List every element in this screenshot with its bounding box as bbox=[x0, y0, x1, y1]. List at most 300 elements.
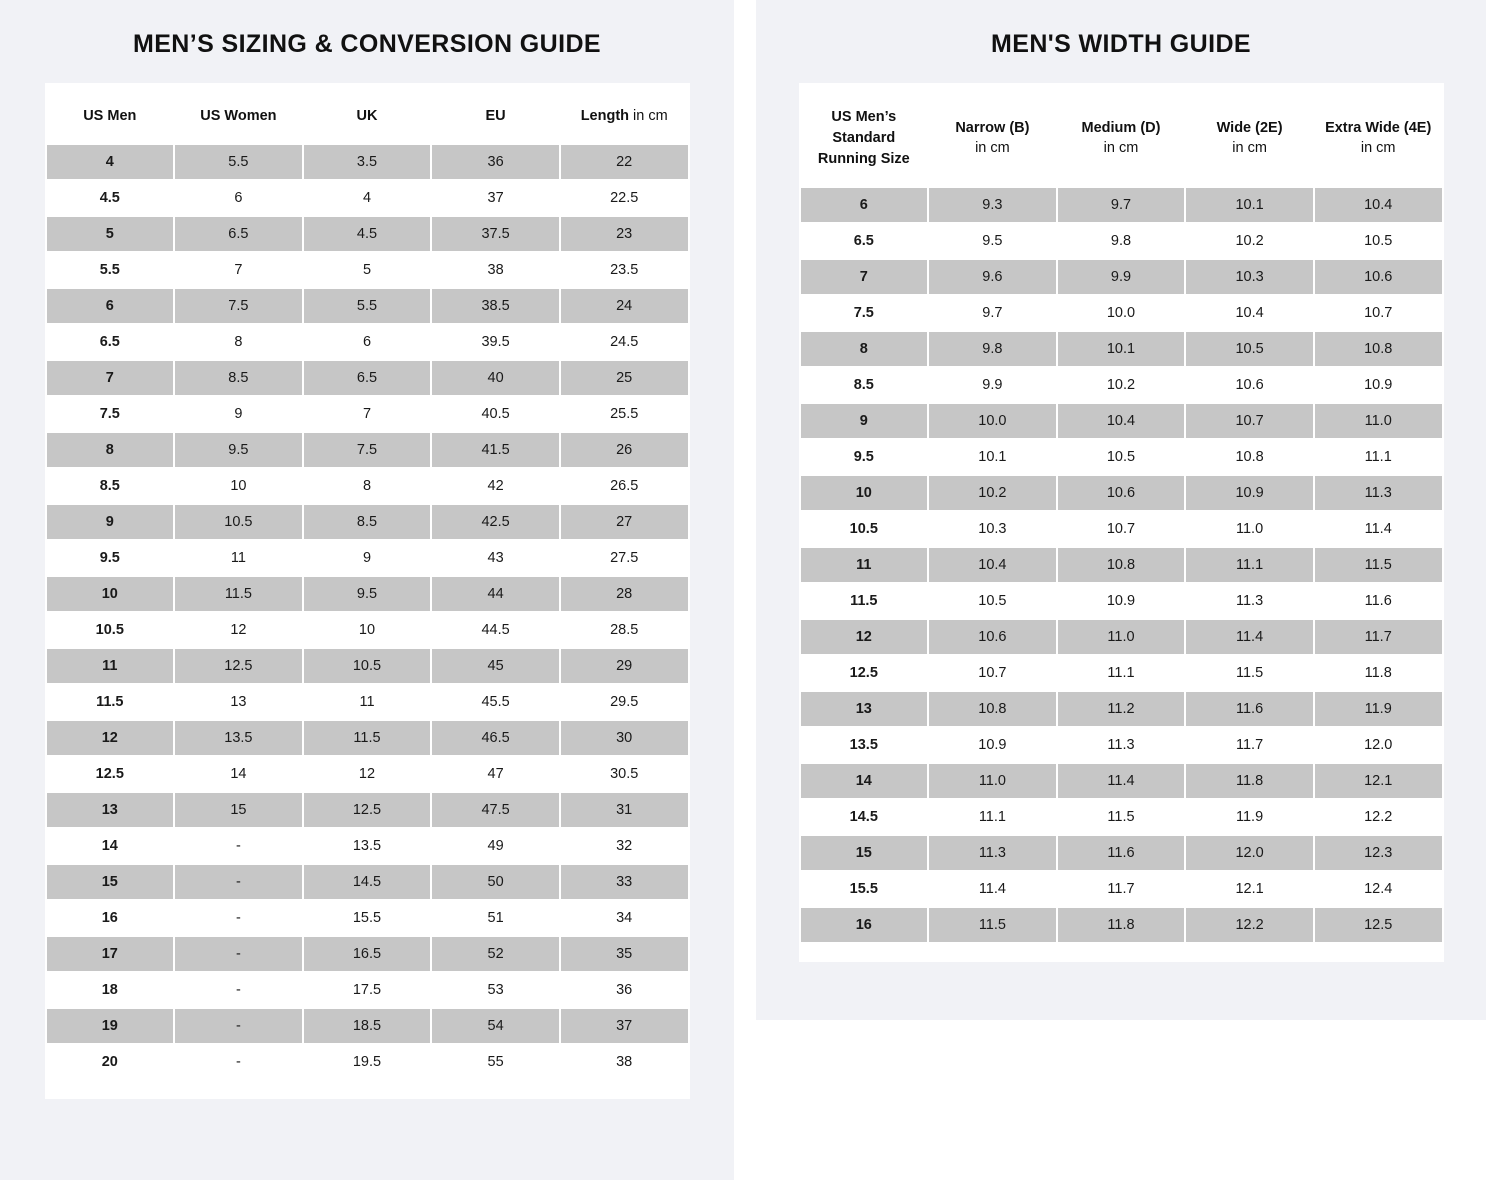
table-cell: 11.8 bbox=[1314, 655, 1443, 691]
table-cell: 9 bbox=[800, 403, 929, 439]
table-cell: 36 bbox=[431, 144, 560, 180]
table-cell: 10.3 bbox=[1185, 259, 1314, 295]
table-cell: 15.5 bbox=[800, 871, 929, 907]
table-cell: 26.5 bbox=[560, 468, 689, 504]
table-cell: 11.5 bbox=[174, 576, 303, 612]
table-row bbox=[46, 684, 689, 720]
width-guide-table-wrap bbox=[799, 83, 1444, 962]
table-cell: 20 bbox=[46, 1044, 175, 1080]
table-cell: 46.5 bbox=[431, 720, 560, 756]
table-cell: 9 bbox=[46, 504, 175, 540]
table-cell: 14 bbox=[800, 763, 929, 799]
table-row bbox=[46, 576, 689, 612]
table-cell: 34 bbox=[560, 900, 689, 936]
table-cell: 42.5 bbox=[431, 504, 560, 540]
table-cell: 26 bbox=[560, 432, 689, 468]
table-cell: 11.0 bbox=[928, 763, 1057, 799]
table-row bbox=[800, 295, 1443, 331]
table-cell: - bbox=[174, 972, 303, 1008]
table-cell: 15 bbox=[174, 792, 303, 828]
table-cell: 6 bbox=[46, 288, 175, 324]
table-cell: 10.8 bbox=[1314, 331, 1443, 367]
table-cell: 11 bbox=[174, 540, 303, 576]
table-cell: 10.6 bbox=[1185, 367, 1314, 403]
table-cell: 41.5 bbox=[431, 432, 560, 468]
table-cell: 10 bbox=[174, 468, 303, 504]
table-row bbox=[800, 223, 1443, 259]
table-cell: 13 bbox=[174, 684, 303, 720]
table-cell: 10 bbox=[800, 475, 929, 511]
table-cell: 14 bbox=[174, 756, 303, 792]
table-cell: 11.9 bbox=[1185, 799, 1314, 835]
table-cell: 17.5 bbox=[303, 972, 432, 1008]
table-cell: 6 bbox=[174, 180, 303, 216]
table-row bbox=[46, 900, 689, 936]
table-cell: 33 bbox=[560, 864, 689, 900]
table-cell: 10.6 bbox=[928, 619, 1057, 655]
table-row bbox=[46, 432, 689, 468]
table-cell: 9.9 bbox=[1057, 259, 1186, 295]
table-cell: 35 bbox=[560, 936, 689, 972]
table-cell: 12 bbox=[174, 612, 303, 648]
column-header-medium: Medium (D) in cm bbox=[1057, 91, 1186, 187]
table-cell: 6.5 bbox=[303, 360, 432, 396]
table-header-row bbox=[800, 91, 1443, 187]
table-cell: 24 bbox=[560, 288, 689, 324]
table-cell: 11.0 bbox=[1185, 511, 1314, 547]
page-title-left: MEN’S SIZING & CONVERSION GUIDE bbox=[132, 30, 601, 58]
table-cell: 10.6 bbox=[1314, 259, 1443, 295]
table-cell: 10.5 bbox=[928, 583, 1057, 619]
table-cell: 4.5 bbox=[46, 180, 175, 216]
column-header-extra-wide: Extra Wide (4E) in cm bbox=[1314, 91, 1443, 187]
table-cell: 49 bbox=[431, 828, 560, 864]
table-cell: 54 bbox=[431, 1008, 560, 1044]
table-cell: 45 bbox=[431, 648, 560, 684]
table-cell: 11.8 bbox=[1057, 907, 1186, 943]
table-cell: 7 bbox=[46, 360, 175, 396]
table-row bbox=[46, 1008, 689, 1044]
table-row bbox=[800, 475, 1443, 511]
table-cell: 9.8 bbox=[1057, 223, 1186, 259]
table-cell: 7.5 bbox=[174, 288, 303, 324]
table-cell: - bbox=[174, 828, 303, 864]
table-cell: 11.4 bbox=[1185, 619, 1314, 655]
table-cell: 12.0 bbox=[1314, 727, 1443, 763]
table-cell: 11.2 bbox=[1057, 691, 1186, 727]
table-cell: 36 bbox=[560, 972, 689, 1008]
table-cell: 7 bbox=[303, 396, 432, 432]
width-guide-table bbox=[799, 91, 1444, 944]
table-cell: 14 bbox=[46, 828, 175, 864]
table-cell: 8.5 bbox=[303, 504, 432, 540]
table-cell: 10.9 bbox=[1057, 583, 1186, 619]
table-cell: - bbox=[174, 900, 303, 936]
table-cell: 11.4 bbox=[1057, 763, 1186, 799]
table-cell: 11.3 bbox=[1057, 727, 1186, 763]
table-cell: 18 bbox=[46, 972, 175, 1008]
table-row bbox=[800, 655, 1443, 691]
table-cell: 9.5 bbox=[303, 576, 432, 612]
table-cell: 37 bbox=[560, 1008, 689, 1044]
table-cell: 55 bbox=[431, 1044, 560, 1080]
mens-width-panel bbox=[756, 0, 1486, 1020]
table-cell: 37.5 bbox=[431, 216, 560, 252]
table-cell: 10.7 bbox=[1057, 511, 1186, 547]
table-row bbox=[46, 756, 689, 792]
table-cell: 6.5 bbox=[800, 223, 929, 259]
table-cell: 4 bbox=[46, 144, 175, 180]
table-cell: 22.5 bbox=[560, 180, 689, 216]
table-cell: 11.5 bbox=[928, 907, 1057, 943]
table-cell: 44.5 bbox=[431, 612, 560, 648]
table-cell: 11 bbox=[800, 547, 929, 583]
table-cell: 17 bbox=[46, 936, 175, 972]
table-cell: 15.5 bbox=[303, 900, 432, 936]
table-cell: 7 bbox=[800, 259, 929, 295]
table-cell: 10.5 bbox=[174, 504, 303, 540]
table-cell: 10.5 bbox=[303, 648, 432, 684]
table-cell: 12.1 bbox=[1314, 763, 1443, 799]
table-cell: 10.2 bbox=[1057, 367, 1186, 403]
table-row bbox=[46, 324, 689, 360]
table-cell: 10.7 bbox=[928, 655, 1057, 691]
table-cell: 10.3 bbox=[928, 511, 1057, 547]
table-cell: 9.3 bbox=[928, 187, 1057, 223]
table-cell: 31 bbox=[560, 792, 689, 828]
table-row bbox=[800, 187, 1443, 223]
table-cell: 10.4 bbox=[1314, 187, 1443, 223]
table-row bbox=[800, 331, 1443, 367]
table-cell: 10.1 bbox=[1185, 187, 1314, 223]
table-cell: 6 bbox=[800, 187, 929, 223]
table-cell: 11.3 bbox=[1185, 583, 1314, 619]
table-cell: 9.5 bbox=[174, 432, 303, 468]
table-cell: 11.6 bbox=[1057, 835, 1186, 871]
table-row bbox=[46, 1044, 689, 1080]
table-cell: 9.7 bbox=[928, 295, 1057, 331]
table-cell: 38 bbox=[431, 252, 560, 288]
table-cell: 11.1 bbox=[928, 799, 1057, 835]
table-cell: 9 bbox=[174, 396, 303, 432]
table-row bbox=[800, 763, 1443, 799]
table-cell: 9.6 bbox=[928, 259, 1057, 295]
table-cell: 5.5 bbox=[46, 252, 175, 288]
table-cell: 12.2 bbox=[1185, 907, 1314, 943]
table-cell: 7.5 bbox=[303, 432, 432, 468]
table-cell: 5 bbox=[303, 252, 432, 288]
table-cell: 12.3 bbox=[1314, 835, 1443, 871]
column-header-us-men: US Men bbox=[46, 91, 175, 144]
table-row bbox=[800, 547, 1443, 583]
table-cell: 11.1 bbox=[1314, 439, 1443, 475]
table-cell: 10.4 bbox=[1185, 295, 1314, 331]
table-cell: 10.1 bbox=[1057, 331, 1186, 367]
table-cell: 19.5 bbox=[303, 1044, 432, 1080]
table-cell: 12 bbox=[800, 619, 929, 655]
table-cell: 10.2 bbox=[1185, 223, 1314, 259]
table-cell: 7.5 bbox=[46, 396, 175, 432]
table-cell: 15 bbox=[46, 864, 175, 900]
table-row bbox=[46, 468, 689, 504]
table-row bbox=[46, 144, 689, 180]
table-cell: 10.9 bbox=[928, 727, 1057, 763]
table-cell: 30 bbox=[560, 720, 689, 756]
table-cell: 10.8 bbox=[1057, 547, 1186, 583]
column-header-us-women: US Women bbox=[174, 91, 303, 144]
table-cell: 44 bbox=[431, 576, 560, 612]
table-row bbox=[46, 936, 689, 972]
table-row bbox=[46, 504, 689, 540]
table-row bbox=[46, 972, 689, 1008]
table-cell: 22 bbox=[560, 144, 689, 180]
table-cell: 52 bbox=[431, 936, 560, 972]
table-cell: 10.5 bbox=[1057, 439, 1186, 475]
table-row bbox=[46, 720, 689, 756]
table-row bbox=[46, 396, 689, 432]
table-cell: 8.5 bbox=[46, 468, 175, 504]
table-row bbox=[800, 439, 1443, 475]
table-cell: 9.5 bbox=[928, 223, 1057, 259]
page-title-right: MEN'S WIDTH GUIDE bbox=[991, 30, 1251, 58]
table-cell: 6 bbox=[303, 324, 432, 360]
table-cell: 13.5 bbox=[174, 720, 303, 756]
table-row bbox=[800, 871, 1443, 907]
table-row bbox=[46, 864, 689, 900]
table-cell: 10 bbox=[46, 576, 175, 612]
table-cell: 11 bbox=[303, 684, 432, 720]
table-cell: 13 bbox=[46, 792, 175, 828]
table-cell: 8.5 bbox=[800, 367, 929, 403]
table-cell: 10.1 bbox=[928, 439, 1057, 475]
table-row bbox=[46, 828, 689, 864]
table-cell: - bbox=[174, 1008, 303, 1044]
table-cell: 28 bbox=[560, 576, 689, 612]
table-cell: 11.8 bbox=[1185, 763, 1314, 799]
table-cell: 10.4 bbox=[928, 547, 1057, 583]
table-cell: 40.5 bbox=[431, 396, 560, 432]
table-row bbox=[800, 691, 1443, 727]
table-cell: 38.5 bbox=[431, 288, 560, 324]
table-cell: 11.7 bbox=[1057, 871, 1186, 907]
column-header-narrow: Narrow (B) in cm bbox=[928, 91, 1057, 187]
table-cell: 11.5 bbox=[1314, 547, 1443, 583]
column-header-wide: Wide (2E) in cm bbox=[1185, 91, 1314, 187]
table-cell: 12.1 bbox=[1185, 871, 1314, 907]
table-cell: 11.5 bbox=[303, 720, 432, 756]
table-cell: 10.4 bbox=[1057, 403, 1186, 439]
table-cell: 15 bbox=[800, 835, 929, 871]
table-cell: 14.5 bbox=[303, 864, 432, 900]
table-cell: 8 bbox=[303, 468, 432, 504]
table-cell: 12.5 bbox=[46, 756, 175, 792]
table-cell: 11.5 bbox=[1185, 655, 1314, 691]
table-cell: 10.0 bbox=[928, 403, 1057, 439]
table-cell: 24.5 bbox=[560, 324, 689, 360]
table-cell: 10.5 bbox=[46, 612, 175, 648]
table-cell: 9.5 bbox=[800, 439, 929, 475]
table-row bbox=[46, 360, 689, 396]
table-cell: 11.6 bbox=[1314, 583, 1443, 619]
table-cell: 45.5 bbox=[431, 684, 560, 720]
table-row bbox=[800, 835, 1443, 871]
table-row bbox=[46, 216, 689, 252]
table-cell: 3.5 bbox=[303, 144, 432, 180]
table-cell: 11.7 bbox=[1314, 619, 1443, 655]
table-cell: 9.9 bbox=[928, 367, 1057, 403]
table-row bbox=[800, 583, 1443, 619]
table-cell: 8 bbox=[174, 324, 303, 360]
table-cell: 10.8 bbox=[1185, 439, 1314, 475]
table-cell: 18.5 bbox=[303, 1008, 432, 1044]
table-cell: 6.5 bbox=[174, 216, 303, 252]
table-cell: 11.6 bbox=[1185, 691, 1314, 727]
table-row bbox=[46, 180, 689, 216]
table-cell: 10.5 bbox=[800, 511, 929, 547]
width-guide-table-body bbox=[800, 187, 1443, 943]
table-cell: 11 bbox=[46, 648, 175, 684]
table-row bbox=[800, 403, 1443, 439]
table-cell: 28.5 bbox=[560, 612, 689, 648]
table-cell: 23 bbox=[560, 216, 689, 252]
table-cell: 12 bbox=[46, 720, 175, 756]
table-row bbox=[800, 259, 1443, 295]
table-cell: 10.9 bbox=[1185, 475, 1314, 511]
table-cell: 19 bbox=[46, 1008, 175, 1044]
table-cell: 11.4 bbox=[1314, 511, 1443, 547]
table-cell: 11.0 bbox=[1057, 619, 1186, 655]
table-cell: 11.1 bbox=[1185, 547, 1314, 583]
table-cell: 10.5 bbox=[1314, 223, 1443, 259]
table-row bbox=[800, 907, 1443, 943]
table-cell: 14.5 bbox=[800, 799, 929, 835]
table-cell: 16 bbox=[800, 907, 929, 943]
table-cell: 12.5 bbox=[303, 792, 432, 828]
table-cell: 12.5 bbox=[800, 655, 929, 691]
table-cell: 11.9 bbox=[1314, 691, 1443, 727]
table-row bbox=[800, 367, 1443, 403]
sizing-conversion-table-wrap bbox=[45, 83, 690, 1099]
table-cell: 10.8 bbox=[928, 691, 1057, 727]
table-cell: 13.5 bbox=[800, 727, 929, 763]
table-cell: 30.5 bbox=[560, 756, 689, 792]
table-cell: 8.5 bbox=[174, 360, 303, 396]
table-row bbox=[800, 511, 1443, 547]
table-cell: 10.0 bbox=[1057, 295, 1186, 331]
table-cell: 27.5 bbox=[560, 540, 689, 576]
table-cell: 47 bbox=[431, 756, 560, 792]
table-cell: 12.5 bbox=[1314, 907, 1443, 943]
table-cell: 39.5 bbox=[431, 324, 560, 360]
column-header-eu: EU bbox=[431, 91, 560, 144]
table-cell: 7 bbox=[174, 252, 303, 288]
table-row bbox=[800, 727, 1443, 763]
table-cell: 11.5 bbox=[46, 684, 175, 720]
table-cell: 53 bbox=[431, 972, 560, 1008]
table-cell: 11.5 bbox=[1057, 799, 1186, 835]
table-cell: - bbox=[174, 864, 303, 900]
table-cell: 25 bbox=[560, 360, 689, 396]
table-row bbox=[46, 540, 689, 576]
table-cell: 13.5 bbox=[303, 828, 432, 864]
table-cell: 27 bbox=[560, 504, 689, 540]
column-header-uk: UK bbox=[303, 91, 432, 144]
table-row bbox=[46, 648, 689, 684]
table-cell: 7.5 bbox=[800, 295, 929, 331]
table-cell: - bbox=[174, 1044, 303, 1080]
column-header-us-standard-running-size: US Men’s Standard Running Size bbox=[800, 91, 929, 187]
table-cell: 32 bbox=[560, 828, 689, 864]
table-cell: 11.7 bbox=[1185, 727, 1314, 763]
table-cell: 37 bbox=[431, 180, 560, 216]
table-cell: 10.2 bbox=[928, 475, 1057, 511]
table-cell: 12.5 bbox=[174, 648, 303, 684]
table-cell: 5.5 bbox=[174, 144, 303, 180]
sizing-conversion-table bbox=[45, 91, 690, 1081]
table-cell: 4.5 bbox=[303, 216, 432, 252]
table-row bbox=[800, 619, 1443, 655]
table-cell: 40 bbox=[431, 360, 560, 396]
table-row bbox=[46, 612, 689, 648]
table-cell: 12.0 bbox=[1185, 835, 1314, 871]
table-cell: 16.5 bbox=[303, 936, 432, 972]
table-cell: 29.5 bbox=[560, 684, 689, 720]
table-cell: 11.3 bbox=[1314, 475, 1443, 511]
table-cell: 10 bbox=[303, 612, 432, 648]
table-cell: 6.5 bbox=[46, 324, 175, 360]
table-row bbox=[46, 792, 689, 828]
table-cell: 9.8 bbox=[928, 331, 1057, 367]
table-cell: 9.5 bbox=[46, 540, 175, 576]
table-header-row bbox=[46, 91, 689, 144]
table-cell: 38 bbox=[560, 1044, 689, 1080]
table-cell: 50 bbox=[431, 864, 560, 900]
table-cell: 8 bbox=[46, 432, 175, 468]
table-row bbox=[46, 252, 689, 288]
table-cell: 23.5 bbox=[560, 252, 689, 288]
table-cell: 5.5 bbox=[303, 288, 432, 324]
table-cell: 9 bbox=[303, 540, 432, 576]
mens-sizing-conversion-panel bbox=[0, 0, 734, 1180]
table-cell: 16 bbox=[46, 900, 175, 936]
table-cell: 12.4 bbox=[1314, 871, 1443, 907]
table-row bbox=[800, 799, 1443, 835]
table-cell: 43 bbox=[431, 540, 560, 576]
table-cell: 25.5 bbox=[560, 396, 689, 432]
sizing-conversion-table-body bbox=[46, 144, 689, 1080]
table-cell: 13 bbox=[800, 691, 929, 727]
table-cell: 10.6 bbox=[1057, 475, 1186, 511]
table-cell: 9.7 bbox=[1057, 187, 1186, 223]
table-cell: 11.3 bbox=[928, 835, 1057, 871]
table-cell: 42 bbox=[431, 468, 560, 504]
table-cell: 11.0 bbox=[1314, 403, 1443, 439]
table-cell: 4 bbox=[303, 180, 432, 216]
table-cell: 11.5 bbox=[800, 583, 929, 619]
table-cell: 51 bbox=[431, 900, 560, 936]
table-cell: 8 bbox=[800, 331, 929, 367]
table-cell: 10.5 bbox=[1185, 331, 1314, 367]
table-cell: 5 bbox=[46, 216, 175, 252]
table-cell: 47.5 bbox=[431, 792, 560, 828]
table-cell: 10.7 bbox=[1314, 295, 1443, 331]
table-cell: 12 bbox=[303, 756, 432, 792]
table-cell: 29 bbox=[560, 648, 689, 684]
table-row bbox=[46, 288, 689, 324]
table-cell: - bbox=[174, 936, 303, 972]
table-cell: 11.4 bbox=[928, 871, 1057, 907]
table-cell: 10.7 bbox=[1185, 403, 1314, 439]
